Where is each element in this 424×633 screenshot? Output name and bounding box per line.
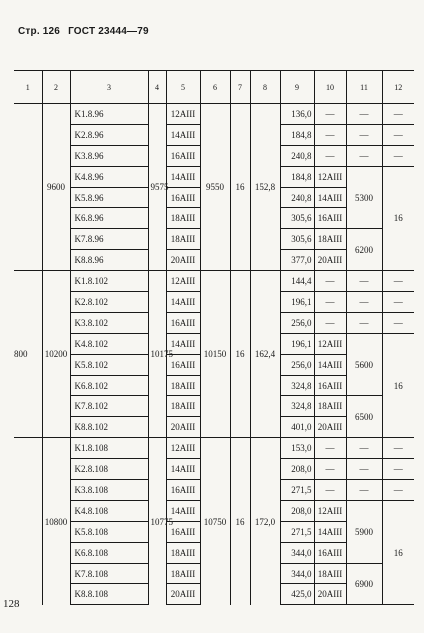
value-cell: 196,1 xyxy=(280,292,314,313)
mark-cell: K5.8.108 xyxy=(70,521,148,542)
rebar-cell: 18AIII xyxy=(166,229,200,250)
rebar-cell: 14AIII xyxy=(166,500,200,521)
table-body xyxy=(14,104,414,605)
length3-cell: 9550 xyxy=(200,104,230,271)
mark-cell: K3.8.96 xyxy=(70,145,148,166)
col12-value-cell: 16 xyxy=(382,500,414,604)
value-cell: 271,5 xyxy=(280,480,314,501)
rebar-cell: 12AIII xyxy=(166,104,200,125)
mark-cell: K4.8.96 xyxy=(70,166,148,187)
mark-cell: K6.8.96 xyxy=(70,208,148,229)
rebar-cell: 14AIII xyxy=(166,292,200,313)
column-header-5: 5 xyxy=(166,71,200,104)
rebar2-cell: — xyxy=(314,124,346,145)
value-cell: 240,8 xyxy=(280,145,314,166)
mark-cell: K8.8.96 xyxy=(70,250,148,271)
col11-cell: — xyxy=(346,312,382,333)
standard-code: ГОСТ 23444—79 xyxy=(68,26,149,37)
rebar-cell: 14AIII xyxy=(166,459,200,480)
mark-cell: K8.8.108 xyxy=(70,584,148,605)
column-header-4: 4 xyxy=(148,71,166,104)
rebar2-cell: 18AIII xyxy=(314,563,346,584)
mark-cell: K5.8.96 xyxy=(70,187,148,208)
rebar2-cell: 12AIII xyxy=(314,500,346,521)
value-cell: 144,4 xyxy=(280,271,314,292)
column-header-7: 7 xyxy=(230,71,250,104)
col11-value-cell: 5300 xyxy=(346,166,382,229)
value-cell: 324,8 xyxy=(280,375,314,396)
mark-cell: K5.8.102 xyxy=(70,354,148,375)
value-cell: 208,0 xyxy=(280,500,314,521)
col11-cell: — xyxy=(346,124,382,145)
rebar2-cell: — xyxy=(314,312,346,333)
mark-cell: K7.8.108 xyxy=(70,563,148,584)
mark-cell: K4.8.102 xyxy=(70,333,148,354)
value-cell: 401,0 xyxy=(280,417,314,438)
value-cell: 305,6 xyxy=(280,208,314,229)
page-header xyxy=(18,26,154,37)
value-cell: 324,8 xyxy=(280,396,314,417)
length2-cell: 10775 xyxy=(148,438,166,605)
mark-cell: K6.8.108 xyxy=(70,542,148,563)
column-header-1: 1 xyxy=(14,71,42,104)
column-header-3: 3 xyxy=(70,71,148,104)
value-cell: 256,0 xyxy=(280,312,314,333)
rebar2-cell: — xyxy=(314,145,346,166)
col12-cell: — xyxy=(382,438,414,459)
rebar2-cell: — xyxy=(314,104,346,125)
value-cell: 184,8 xyxy=(280,166,314,187)
rebar-cell: 12AIII xyxy=(166,271,200,292)
mass-cell: 152,8 xyxy=(250,104,280,271)
col7-cell: 16 xyxy=(230,271,250,438)
column-header-8: 8 xyxy=(250,71,280,104)
col12-cell: — xyxy=(382,292,414,313)
value-cell: 136,0 xyxy=(280,104,314,125)
table-row xyxy=(14,271,414,292)
length-cell: 10800 xyxy=(42,438,70,605)
page-footer-number: 128 xyxy=(3,598,20,610)
length3-cell: 10750 xyxy=(200,438,230,605)
mark-cell: K3.8.102 xyxy=(70,312,148,333)
value-cell: 240,8 xyxy=(280,187,314,208)
rebar-cell: 16AIII xyxy=(166,312,200,333)
table-row xyxy=(14,104,414,125)
length3-cell: 10150 xyxy=(200,271,230,438)
length2-cell: 9575 xyxy=(148,104,166,271)
rebar-cell: 14AIII xyxy=(166,124,200,145)
rebar2-cell: 20AIII xyxy=(314,417,346,438)
table-row xyxy=(14,438,414,459)
col7-cell: 16 xyxy=(230,104,250,271)
mark-cell: K7.8.102 xyxy=(70,396,148,417)
rebar2-cell: 14AIII xyxy=(314,187,346,208)
rebar2-cell: — xyxy=(314,438,346,459)
mass-cell: 172,0 xyxy=(250,438,280,605)
col11-cell: — xyxy=(346,480,382,501)
rebar-cell: 12AIII xyxy=(166,438,200,459)
column-header-12: 12 xyxy=(382,71,414,104)
mark-cell: K1.8.102 xyxy=(70,271,148,292)
rebar2-cell: — xyxy=(314,292,346,313)
col11-cell: — xyxy=(346,292,382,313)
col12-cell: — xyxy=(382,459,414,480)
rebar-cell: 16AIII xyxy=(166,187,200,208)
col11-value2-cell: 6200 xyxy=(346,229,382,271)
column-header-6: 6 xyxy=(200,71,230,104)
mark-cell: K7.8.96 xyxy=(70,229,148,250)
col12-cell: — xyxy=(382,312,414,333)
rebar-cell: 20AIII xyxy=(166,417,200,438)
group-col1-cell xyxy=(14,438,42,605)
value-cell: 344,0 xyxy=(280,542,314,563)
rebar2-cell: 14AIII xyxy=(314,521,346,542)
column-header-9: 9 xyxy=(280,71,314,104)
rebar-cell: 14AIII xyxy=(166,166,200,187)
rebar-cell: 16AIII xyxy=(166,145,200,166)
mass-cell: 162,4 xyxy=(250,271,280,438)
value-cell: 377,0 xyxy=(280,250,314,271)
col12-cell: — xyxy=(382,145,414,166)
col12-cell: — xyxy=(382,104,414,125)
col11-cell: — xyxy=(346,459,382,480)
rebar2-cell: 16AIII xyxy=(314,208,346,229)
col11-value-cell: 5900 xyxy=(346,500,382,563)
mark-cell: K1.8.96 xyxy=(70,104,148,125)
col12-cell: — xyxy=(382,124,414,145)
rebar-cell: 18AIII xyxy=(166,563,200,584)
value-cell: 184,8 xyxy=(280,124,314,145)
rebar2-cell: — xyxy=(314,459,346,480)
mark-cell: K3.8.108 xyxy=(70,480,148,501)
column-header-11: 11 xyxy=(346,71,382,104)
mark-cell: K2.8.102 xyxy=(70,292,148,313)
rebar2-cell: 14AIII xyxy=(314,354,346,375)
value-cell: 344,0 xyxy=(280,563,314,584)
col11-value2-cell: 6500 xyxy=(346,396,382,438)
value-cell: 208,0 xyxy=(280,459,314,480)
length-cell: 10200 xyxy=(42,271,70,438)
col11-cell: — xyxy=(346,104,382,125)
mark-cell: K4.8.108 xyxy=(70,500,148,521)
rebar2-cell: 16AIII xyxy=(314,542,346,563)
mark-cell: K2.8.96 xyxy=(70,124,148,145)
value-cell: 256,0 xyxy=(280,354,314,375)
rebar2-cell: 12AIII xyxy=(314,333,346,354)
rebar-cell: 18AIII xyxy=(166,375,200,396)
mark-cell: K1.8.108 xyxy=(70,438,148,459)
rebar2-cell: 20AIII xyxy=(314,584,346,605)
mark-cell: K2.8.108 xyxy=(70,459,148,480)
col7-cell: 16 xyxy=(230,438,250,605)
mark-cell: K6.8.102 xyxy=(70,375,148,396)
col11-cell: — xyxy=(346,145,382,166)
col11-cell: — xyxy=(346,271,382,292)
rebar2-cell: 18AIII xyxy=(314,396,346,417)
value-cell: 153,0 xyxy=(280,438,314,459)
column-header-2: 2 xyxy=(42,71,70,104)
rebar-cell: 18AIII xyxy=(166,396,200,417)
rebar-cell: 16AIII xyxy=(166,480,200,501)
group-col1-cell: 800 xyxy=(14,271,42,438)
page-number-label: Стр. 126 xyxy=(18,26,61,37)
value-cell: 196,1 xyxy=(280,333,314,354)
rebar2-cell: 18AIII xyxy=(314,229,346,250)
col12-cell: — xyxy=(382,480,414,501)
rebar-cell: 18AIII xyxy=(166,208,200,229)
col11-value-cell: 5600 xyxy=(346,333,382,396)
rebar-cell: 20AIII xyxy=(166,584,200,605)
rebar2-cell: — xyxy=(314,480,346,501)
group-col1-cell xyxy=(14,104,42,271)
col11-cell: — xyxy=(346,438,382,459)
rebar-cell: 16AIII xyxy=(166,354,200,375)
specification-table xyxy=(14,70,414,605)
column-header-10: 10 xyxy=(314,71,346,104)
rebar-cell: 16AIII xyxy=(166,521,200,542)
col11-value2-cell: 6900 xyxy=(346,563,382,605)
rebar-cell: 20AIII xyxy=(166,250,200,271)
value-cell: 305,6 xyxy=(280,229,314,250)
mark-cell: K8.8.102 xyxy=(70,417,148,438)
rebar2-cell: 20AIII xyxy=(314,250,346,271)
rebar-cell: 14AIII xyxy=(166,333,200,354)
value-cell: 271,5 xyxy=(280,521,314,542)
rebar2-cell: 12AIII xyxy=(314,166,346,187)
rebar2-cell: — xyxy=(314,271,346,292)
length2-cell: 10175 xyxy=(148,271,166,438)
col12-value-cell: 16 xyxy=(382,166,414,270)
value-cell: 425,0 xyxy=(280,584,314,605)
col12-value-cell: 16 xyxy=(382,333,414,437)
rebar-cell: 18AIII xyxy=(166,542,200,563)
col12-cell: — xyxy=(382,271,414,292)
rebar2-cell: 16AIII xyxy=(314,375,346,396)
length-cell: 9600 xyxy=(42,104,70,271)
column-number-row xyxy=(14,71,414,104)
